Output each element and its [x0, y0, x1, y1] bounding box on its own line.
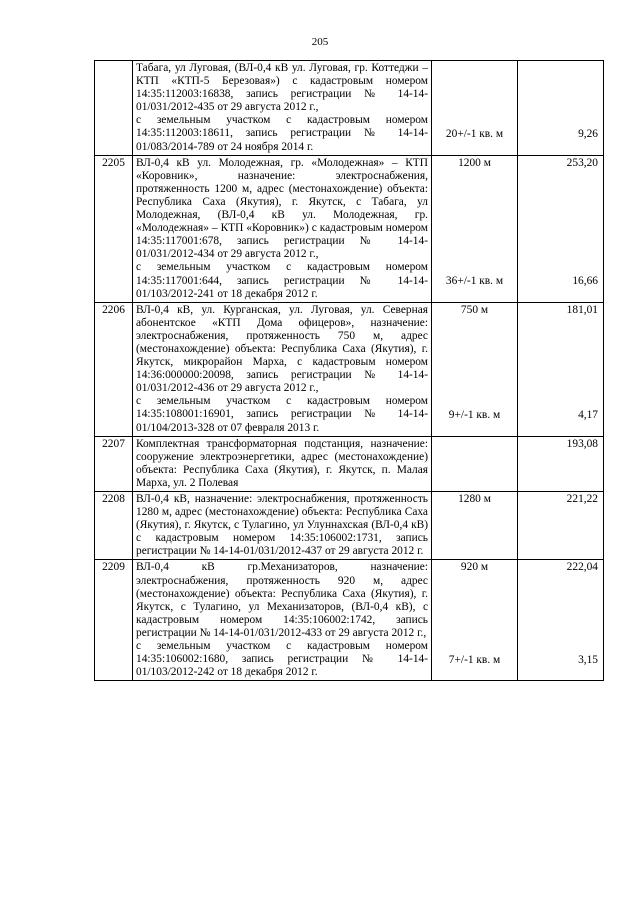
description-paragraph: Комплектная трансформаторная подстанция, назначение: сооружение электроэнергетики, адрес (местонахождение) объекта: Республика Саха (Якутия), г. Якутск, п. Малая Марха, ул. 2 Полевая	[136, 437, 428, 489]
object-value: 222,04	[566, 561, 598, 574]
value-cell	[518, 560, 604, 681]
property-registry-table	[94, 60, 604, 681]
object-description	[133, 155, 432, 302]
length-value: 750 м	[460, 303, 489, 316]
description-paragraph: Табага, ул Луговая, (ВЛ-0,4 кВ ул. Луговая, гр. Коттеджи – КТП «КТП-5 Березовая») с кадастровым номером 14:35:112003:16838, запись регистрации № 14-14-01/031/2012-435 от 29 августа 2012 г.,	[136, 62, 428, 114]
value-cell	[518, 61, 604, 156]
page-number: 205	[311, 36, 329, 48]
object-value: 253,20	[566, 156, 598, 169]
value-cell	[518, 492, 604, 560]
description-paragraph: с земельным участком с кадастровым номером 14:35:108001:16901, запись регистрации № 14-14-01/104/2013-328 от 07 февраля 2013 г.	[136, 395, 428, 434]
table-row	[95, 302, 604, 436]
quantity-cell	[432, 492, 518, 560]
description-paragraph: с земельным участком с кадастровым номером 14:35:106002:1680, запись регистрации № 14-14-01/103/2012-242 от 18 декабря 2012 г.	[136, 640, 428, 679]
land-value: 9,26	[578, 127, 598, 140]
object-value: 181,01	[566, 303, 598, 316]
land-area-value: 36+/-1 кв. м	[445, 274, 504, 287]
length-value: 1280 м	[458, 493, 491, 505]
value-cell	[518, 436, 604, 491]
object-description	[133, 436, 432, 491]
description-paragraph: с земельным участком с кадастровым номером 14:35:112003:18611, запись регистрации № 14-14-01/083/2014-789 от 24 ноября 2014 г.	[136, 114, 428, 153]
quantity-cell	[432, 61, 518, 156]
land-area-value: 9+/-1 кв. м	[448, 408, 501, 421]
description-paragraph: ВЛ-0,4 кВ гр.Механизаторов, назначение: электроснабжения, протяженность 920 м, адрес (местонахождение) объекта: Республика Саха (Якутия), г. Якутск, с Тулагино, ул Механизаторов, (ВЛ-0,4 кВ), с кадастровым номером 14:35:106002:1742, запись регистрации № 14-14-01/031/2012-433 от 29 августа 2012 г.,	[136, 561, 428, 639]
land-value: 4,17	[578, 408, 598, 421]
quantity-cell	[432, 155, 518, 302]
land-area-value: 7+/-1 кв. м	[448, 653, 501, 666]
row-number: 2208	[95, 492, 133, 560]
value-cell	[518, 155, 604, 302]
object-value: 221,22	[566, 493, 598, 505]
length-value: 1200 м	[458, 156, 491, 169]
object-description	[133, 61, 432, 156]
row-number: 2206	[95, 302, 133, 436]
table-row	[95, 61, 604, 156]
quantity-cell	[432, 436, 518, 491]
description-paragraph: ВЛ-0,4 кВ, ул. Курганская, ул. Луговая, ул. Северная абонентское «КТП Дома офицеров», назначение: электроснабжения, протяженность 750 м, адрес (местонахождение) объекта: Республика Саха (Якутия), г. Якутск, микрорайон Марха, с кадастровым номером 14:36:000000:20098, запись регистрации № 14-14-01/031/2012-436 от 29 августа 2012 г.,	[136, 303, 428, 395]
land-value: 16,66	[572, 274, 598, 287]
table-row	[95, 560, 604, 681]
quantity-cell	[432, 302, 518, 436]
table-row	[95, 436, 604, 491]
object-description	[133, 492, 432, 560]
description-paragraph: ВЛ-0,4 кВ ул. Молодежная, гр. «Молодежная» – КТП «Коровник», назначение: электроснабжения, протяженность 1200 м, адрес (местонахождение) объекта: Республика Саха (Якутия), г. Якутск, с Табага, ул Молодежная, (ВЛ-0,4 кВ ул. Молодежная, гр. «Молодежная» – КТП «Коровник») с кадастровым номером 14:35:117001:678, запись регистрации № 14-14-01/031/2012-434 от 29 августа 2012 г.,	[136, 156, 428, 261]
object-description	[133, 560, 432, 681]
quantity-cell	[432, 560, 518, 681]
value-cell	[518, 302, 604, 436]
row-number: 2207	[95, 436, 133, 491]
table-row	[95, 155, 604, 302]
table-row	[95, 492, 604, 560]
length-value: 920 м	[460, 561, 489, 574]
row-number: 2205	[95, 155, 133, 302]
object-value: 193,08	[566, 437, 598, 450]
row-number	[95, 61, 133, 156]
description-paragraph: ВЛ-0,4 кВ, назначение: электроснабжения, протяженность 1280 м, адрес (местонахождение) объекта: Республика Саха (Якутия), г. Якутск, с Тулагино, ул Улуннахская (ВЛ-0,4 кВ) с кадастровым номером 14:35:106002:1731, запись регистрации № 14-14-01/031/2012-437 от 29 августа 2012 г.	[136, 493, 428, 558]
land-area-value: 20+/-1 кв. м	[445, 127, 504, 140]
object-description	[133, 302, 432, 436]
row-number: 2209	[95, 560, 133, 681]
registry-table-body	[95, 61, 604, 681]
land-value: 3,15	[578, 653, 598, 666]
description-paragraph: с земельным участком с кадастровым номером 14:35:117001:644, запись регистрации № 14-14-01/103/2012-241 от 18 декабря 2012 г.	[136, 261, 428, 300]
